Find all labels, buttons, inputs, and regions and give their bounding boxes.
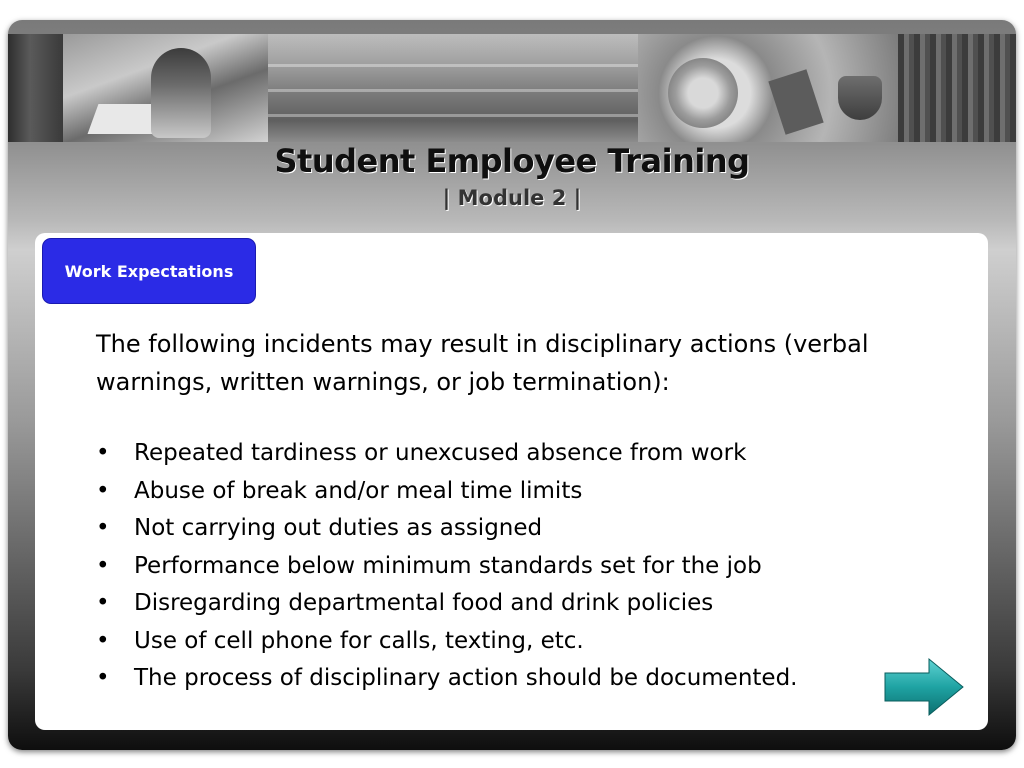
slide-frame (8, 20, 1016, 750)
section-badge: Work Expectations (43, 239, 255, 303)
right-arrow-icon (883, 657, 965, 717)
list-item (96, 435, 936, 473)
list-item-text: Disregarding departmental food and drink policies (134, 590, 714, 616)
bullet-icon: • (96, 552, 110, 579)
intro-paragraph: The following incidents may result in disciplinary actions (verbal warnings, written warnings, or job termination): (96, 330, 869, 396)
module-subtitle: | Module 2 | (442, 186, 582, 210)
bullet-icon: • (96, 440, 110, 466)
content-panel (35, 233, 988, 730)
bullet-icon: • (96, 665, 110, 691)
bullet-icon: • (96, 627, 110, 654)
bullet-icon: • (96, 515, 110, 541)
banner-photo-museum-artifacts (638, 34, 898, 142)
bullet-icon: • (96, 590, 110, 616)
list-item-text: Performance below minimum standards set for the job (134, 552, 762, 579)
incident-list (96, 435, 936, 698)
list-item-text: Abuse of break and/or meal time limits (134, 477, 583, 504)
list-item (96, 623, 936, 661)
list-item (96, 510, 936, 548)
banner-photo-library-hall (268, 34, 638, 142)
banner-photo-bookshelf-right (898, 34, 1016, 142)
list-item-text: Use of cell phone for calls, texting, etc. (134, 627, 584, 654)
list-item-text: The process of disciplinary action should be documented. (134, 665, 798, 691)
list-item-text: Not carrying out duties as assigned (134, 515, 543, 541)
list-item (96, 585, 936, 623)
list-item (96, 548, 936, 586)
slide-title: Student Employee Training (274, 142, 750, 180)
banner-photo-student-writing (63, 34, 268, 142)
header-photo-banner (8, 34, 1016, 142)
list-item (96, 473, 936, 511)
list-item-text: Repeated tardiness or unexcused absence from work (134, 440, 747, 466)
list-item (96, 660, 936, 698)
banner-photo-bookshelf-left (8, 34, 63, 142)
bullet-icon: • (96, 477, 110, 504)
next-slide-button[interactable] (883, 657, 965, 717)
